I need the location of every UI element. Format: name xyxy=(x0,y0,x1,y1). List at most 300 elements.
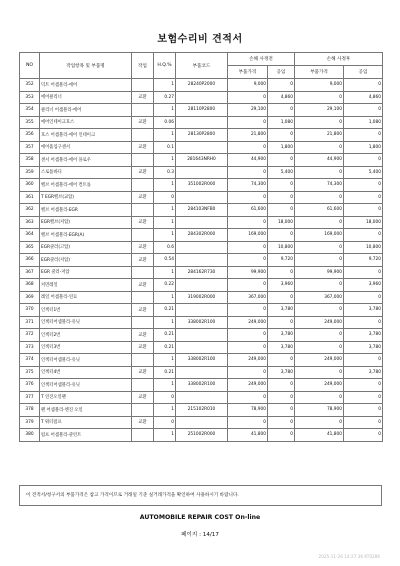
row-hq: 0.21 xyxy=(154,329,176,342)
table-row xyxy=(20,391,383,404)
row-hq: 1 xyxy=(154,354,176,367)
row-item: T EGR밸브(교압) xyxy=(40,191,132,204)
row-pre-labor: 10,800 xyxy=(268,241,295,254)
row-pre-parts-price: 0 xyxy=(228,216,268,229)
row-no: 355 xyxy=(20,116,40,129)
row-post-labor: 0 xyxy=(344,316,383,329)
row-item: T 연진오일팬 xyxy=(40,391,132,404)
row-post-parts-price: 0 xyxy=(295,304,344,317)
table-row xyxy=(20,216,383,229)
row-pre-parts-price: 0 xyxy=(228,116,268,129)
row-work xyxy=(132,354,154,367)
row-hq: 1 xyxy=(154,404,176,417)
row-pre-labor: 0 xyxy=(268,154,295,167)
row-post-labor: 10,800 xyxy=(344,241,383,254)
row-item: 에어인테이크호스 xyxy=(40,116,132,129)
row-no: 363 xyxy=(20,216,40,229)
row-pre-labor: 1,800 xyxy=(268,141,295,154)
row-pre-labor: 0 xyxy=(268,129,295,142)
row-pre-labor: 9,720 xyxy=(268,254,295,267)
row-code: 284103NFB0 xyxy=(176,204,228,217)
row-item: 덕트 어셈블리-에어 xyxy=(40,79,132,92)
row-no: 367 xyxy=(20,266,40,279)
row-item: 벨브 어셈블리-EGR xyxy=(40,204,132,217)
row-pre-parts-price: 0 xyxy=(228,279,268,292)
row-code: 319002R000 xyxy=(176,291,228,304)
row-pre-labor: 3,780 xyxy=(268,329,295,342)
row-post-parts-price: 249,000 xyxy=(295,379,344,392)
row-post-parts-price: 367,000 xyxy=(295,291,344,304)
row-post-parts-price: 0 xyxy=(295,341,344,354)
row-post-parts-price: 41,800 xyxy=(295,429,344,442)
row-post-labor: 3,780 xyxy=(344,329,383,342)
table-row xyxy=(20,116,383,129)
row-item: 커먼레일 xyxy=(40,279,132,292)
row-post-labor: 0 xyxy=(344,179,383,192)
row-no: 371 xyxy=(20,316,40,329)
table-row xyxy=(20,91,383,104)
row-no: 374 xyxy=(20,354,40,367)
row-post-labor: 4,860 xyxy=(344,91,383,104)
header-post-labor: 공임 xyxy=(344,66,383,79)
row-code xyxy=(176,216,228,229)
row-code xyxy=(176,416,228,429)
row-no: 366 xyxy=(20,254,40,267)
row-work xyxy=(132,204,154,217)
row-pre-labor: 3,960 xyxy=(268,279,295,292)
row-no: 352 xyxy=(20,79,40,92)
row-no: 359 xyxy=(20,166,40,179)
row-work: 교환 xyxy=(132,91,154,104)
row-item: 팬 어셈블리-엔진 오일 xyxy=(40,404,132,417)
row-work: 교환 xyxy=(132,329,154,342)
row-post-labor: 0 xyxy=(344,229,383,242)
row-work xyxy=(132,154,154,167)
row-post-parts-price: 0 xyxy=(295,391,344,404)
row-pre-parts-price: 0 xyxy=(228,141,268,154)
row-pre-parts-price: 249,000 xyxy=(228,316,268,329)
row-work xyxy=(132,379,154,392)
footer-title: AUTOMOBILE REPAIR COST On-line xyxy=(139,514,261,521)
table-row xyxy=(20,291,383,304)
row-code xyxy=(176,329,228,342)
table-row xyxy=(20,254,383,267)
row-pre-labor: 18,000 xyxy=(268,216,295,229)
row-pre-parts-price: 44,900 xyxy=(228,154,268,167)
row-pre-parts-price: 99,900 xyxy=(228,266,268,279)
document-title: 보험수리비 견적서 xyxy=(157,34,243,45)
row-work xyxy=(132,104,154,117)
table-row xyxy=(20,429,383,442)
row-pre-parts-price: 29,100 xyxy=(228,104,268,117)
row-work xyxy=(132,266,154,279)
row-no: 378 xyxy=(20,404,40,417)
row-post-parts-price: 0 xyxy=(295,141,344,154)
row-pre-parts-price: 0 xyxy=(228,391,268,404)
row-hq: 1 xyxy=(154,379,176,392)
row-no: 361 xyxy=(20,191,40,204)
row-pre-labor: 4,860 xyxy=(268,91,295,104)
table-row xyxy=(20,129,383,142)
row-no: 370 xyxy=(20,304,40,317)
row-post-labor: 0 xyxy=(344,354,383,367)
row-post-parts-price: 74,300 xyxy=(295,179,344,192)
row-no: 354 xyxy=(20,104,40,117)
row-pre-parts-price: 61,600 xyxy=(228,204,268,217)
table-row xyxy=(20,241,383,254)
row-post-parts-price: 249,000 xyxy=(295,354,344,367)
row-no: 377 xyxy=(20,391,40,404)
row-no: 362 xyxy=(20,204,40,217)
row-no: 364 xyxy=(20,229,40,242)
table-row xyxy=(20,404,383,417)
row-item: EGR 쿨러-저압 xyxy=(40,266,132,279)
table-row xyxy=(20,354,383,367)
row-pre-parts-price: 0 xyxy=(228,254,268,267)
row-pre-labor: 3,780 xyxy=(268,304,295,317)
row-pre-labor: 0 xyxy=(268,429,295,442)
row-pre-parts-price: 21,800 xyxy=(228,129,268,142)
row-pre-parts-price: 0 xyxy=(228,329,268,342)
row-pre-parts-price: 0 xyxy=(228,341,268,354)
row-pre-labor: 0 xyxy=(268,316,295,329)
row-code xyxy=(176,366,228,379)
row-code xyxy=(176,279,228,292)
row-post-parts-price: 0 xyxy=(295,254,344,267)
estimate-rows xyxy=(20,79,383,442)
row-pre-labor: 3,780 xyxy=(268,366,295,379)
table-row xyxy=(20,104,383,117)
print-timestamp: 2025-11-26 14:27:36 KT0286 xyxy=(318,554,380,559)
table-row xyxy=(20,179,383,192)
row-post-labor: 0 xyxy=(344,429,383,442)
row-post-parts-price: 44,900 xyxy=(295,154,344,167)
row-post-labor: 0 xyxy=(344,154,383,167)
row-hq: 0.21 xyxy=(154,366,176,379)
row-post-parts-price: 0 xyxy=(295,166,344,179)
row-pre-parts-price: 0 xyxy=(228,241,268,254)
row-post-labor: 0 xyxy=(344,104,383,117)
row-post-parts-price: 249,000 xyxy=(295,316,344,329)
row-work: 교환 xyxy=(132,241,154,254)
row-code: 338002R100 xyxy=(176,354,228,367)
row-post-labor: 1,080 xyxy=(344,116,383,129)
row-post-labor: 0 xyxy=(344,204,383,217)
row-pre-labor: 0 xyxy=(268,104,295,117)
row-work xyxy=(132,229,154,242)
row-no: 376 xyxy=(20,379,40,392)
row-pre-labor: 0 xyxy=(268,291,295,304)
row-no: 372 xyxy=(20,329,40,342)
row-item: 인젝터2번 xyxy=(40,329,132,342)
row-hq: 1 xyxy=(154,291,176,304)
row-no: 373 xyxy=(20,341,40,354)
row-hq: 0.06 xyxy=(154,116,176,129)
row-pre-parts-price: 0 xyxy=(228,366,268,379)
header-item: 작업항목 및 부품명 xyxy=(40,53,132,79)
row-pre-labor: 0 xyxy=(268,179,295,192)
row-post-labor: 18,000 xyxy=(344,216,383,229)
header-pre-group: 손해 사정전 xyxy=(228,53,295,66)
table-row xyxy=(20,416,383,429)
row-work xyxy=(132,404,154,417)
table-row xyxy=(20,379,383,392)
row-item: 에어흡입구센서 xyxy=(40,141,132,154)
row-post-labor: 0 xyxy=(344,129,383,142)
row-work: 교환 xyxy=(132,216,154,229)
row-hq: 0.1 xyxy=(154,141,176,154)
table-row xyxy=(20,141,383,154)
row-post-parts-price: 0 xyxy=(295,279,344,292)
price-notice: 이 견적서/청구서의 부품가격은 참고 가격이므로 거래일 기준 실거래가격을 확인하여 사용하시기 바랍니다. xyxy=(19,485,382,506)
row-post-parts-price: 0 xyxy=(295,191,344,204)
row-hq: 1 xyxy=(154,204,176,217)
page-number: 페이지 : 14/17 xyxy=(181,532,219,538)
row-code xyxy=(176,391,228,404)
row-hq: 1 xyxy=(154,429,176,442)
row-post-labor: 0 xyxy=(344,266,383,279)
row-item: EGR쿨러(저압) xyxy=(40,254,132,267)
row-pre-labor: 0 xyxy=(268,404,295,417)
row-no: 380 xyxy=(20,429,40,442)
row-code xyxy=(176,91,228,104)
row-pre-labor: 1,080 xyxy=(268,116,295,129)
table-row xyxy=(20,279,383,292)
header-code: 부품코드 xyxy=(176,53,228,79)
row-post-labor: 0 xyxy=(344,191,383,204)
row-item: 에어클리너 xyxy=(40,91,132,104)
row-work: 교환 xyxy=(132,366,154,379)
row-code: 215102R010 xyxy=(176,404,228,417)
row-hq: 1 xyxy=(154,316,176,329)
table-row xyxy=(20,166,383,179)
row-post-labor: 0 xyxy=(344,404,383,417)
row-post-parts-price: 0 xyxy=(295,416,344,429)
row-no: 357 xyxy=(20,141,40,154)
row-item: 인젝터3번 xyxy=(40,341,132,354)
row-post-parts-price: 0 xyxy=(295,216,344,229)
row-pre-parts-price: 0 xyxy=(228,304,268,317)
row-item: 인젝터어셈블리-유닛 xyxy=(40,316,132,329)
row-post-parts-price: 0 xyxy=(295,116,344,129)
row-code: 284302R000 xyxy=(176,229,228,242)
row-pre-labor: 0 xyxy=(268,354,295,367)
row-no: 358 xyxy=(20,154,40,167)
row-work xyxy=(132,429,154,442)
row-post-labor: 0 xyxy=(344,79,383,92)
row-code xyxy=(176,141,228,154)
row-post-labor: 3,780 xyxy=(344,304,383,317)
header-work: 작업 xyxy=(132,53,154,79)
row-hq: 0 xyxy=(154,191,176,204)
row-code: 28130P2800 xyxy=(176,129,228,142)
row-item: 레일 어셈블리-연료 xyxy=(40,291,132,304)
row-pre-labor: 0 xyxy=(268,229,295,242)
row-post-parts-price: 0 xyxy=(295,91,344,104)
row-work: 교환 xyxy=(132,166,154,179)
header-hq: H.Q.% xyxy=(154,53,176,79)
row-code: 28240P2000 xyxy=(176,79,228,92)
table-row xyxy=(20,266,383,279)
row-post-labor: 0 xyxy=(344,379,383,392)
row-pre-labor: 0 xyxy=(268,79,295,92)
row-work: 교환 xyxy=(132,191,154,204)
row-no: 353 xyxy=(20,91,40,104)
row-post-parts-price: 0 xyxy=(295,241,344,254)
row-code: 284162R730 xyxy=(176,266,228,279)
row-code: 338002R100 xyxy=(176,379,228,392)
table-row xyxy=(20,204,383,217)
row-work: 교환 xyxy=(132,116,154,129)
row-no: 369 xyxy=(20,291,40,304)
row-pre-parts-price: 41,800 xyxy=(228,429,268,442)
row-post-labor: 9,720 xyxy=(344,254,383,267)
row-code xyxy=(176,166,228,179)
row-code xyxy=(176,116,228,129)
row-code xyxy=(176,341,228,354)
row-work: 교환 xyxy=(132,391,154,404)
row-item: 벨브 어셈블리-에어 컨트롤 xyxy=(40,179,132,192)
row-code xyxy=(176,254,228,267)
row-pre-parts-price: 249,000 xyxy=(228,354,268,367)
row-pre-labor: 0 xyxy=(268,191,295,204)
row-post-parts-price: 21,800 xyxy=(295,129,344,142)
row-item: 인젝터4번 xyxy=(40,366,132,379)
header-no: NO xyxy=(20,53,40,79)
row-item: 인젝터어셈블리-유닛 xyxy=(40,354,132,367)
row-work: 교환 xyxy=(132,416,154,429)
row-hq: 0 xyxy=(154,416,176,429)
row-post-parts-price: 9,000 xyxy=(295,79,344,92)
row-hq: 1 xyxy=(154,179,176,192)
row-post-parts-price: 61,600 xyxy=(295,204,344,217)
row-pre-labor: 5,400 xyxy=(268,166,295,179)
row-hq: 1 xyxy=(154,104,176,117)
row-no: 356 xyxy=(20,129,40,142)
row-pre-parts-price: 0 xyxy=(228,416,268,429)
row-pre-labor: 0 xyxy=(268,391,295,404)
row-code: 251002R000 xyxy=(176,429,228,442)
row-pre-labor: 0 xyxy=(268,204,295,217)
table-row xyxy=(20,341,383,354)
row-hq: 0.3 xyxy=(154,166,176,179)
row-pre-parts-price: 78,900 xyxy=(228,404,268,417)
table-row xyxy=(20,154,383,167)
row-post-parts-price: 29,100 xyxy=(295,104,344,117)
row-code: 28110P2800 xyxy=(176,104,228,117)
row-post-labor: 0 xyxy=(344,391,383,404)
row-pre-parts-price: 0 xyxy=(228,191,268,204)
row-hq: 1 xyxy=(154,79,176,92)
row-hq: 0.6 xyxy=(154,241,176,254)
row-hq: 0.54 xyxy=(154,254,176,267)
row-code: 338002R100 xyxy=(176,316,228,329)
row-no: 375 xyxy=(20,366,40,379)
row-post-labor: 3,780 xyxy=(344,366,383,379)
table-row xyxy=(20,304,383,317)
table-row xyxy=(20,191,383,204)
row-hq: 0.22 xyxy=(154,279,176,292)
row-post-labor: 0 xyxy=(344,291,383,304)
header-post-group: 손해 사정후 xyxy=(295,53,383,66)
row-item: 스로틀바디 xyxy=(40,166,132,179)
row-hq: 0.21 xyxy=(154,341,176,354)
row-post-parts-price: 169,000 xyxy=(295,229,344,242)
row-item: EGR쿨러(고압) xyxy=(40,241,132,254)
row-item: 센서 어셈블리-에어 플로우 xyxy=(40,154,132,167)
table-row xyxy=(20,229,383,242)
row-hq: 1 xyxy=(154,229,176,242)
row-hq: 1 xyxy=(154,129,176,142)
row-code: 281643NRH0 xyxy=(176,154,228,167)
row-post-parts-price: 78,900 xyxy=(295,404,344,417)
row-no: 368 xyxy=(20,279,40,292)
row-work: 교환 xyxy=(132,254,154,267)
row-pre-parts-price: 0 xyxy=(228,166,268,179)
row-work xyxy=(132,316,154,329)
row-work: 교환 xyxy=(132,141,154,154)
row-post-labor: 0 xyxy=(344,416,383,429)
row-hq: 0 xyxy=(154,391,176,404)
row-hq: 1 xyxy=(154,216,176,229)
row-no: 365 xyxy=(20,241,40,254)
estimate-table xyxy=(19,52,383,442)
row-work xyxy=(132,291,154,304)
row-post-labor: 5,400 xyxy=(344,166,383,179)
row-item: EGR밸브(저압) xyxy=(40,216,132,229)
row-pre-parts-price: 0 xyxy=(228,91,268,104)
header-pre-labor: 공임 xyxy=(268,66,295,79)
row-work xyxy=(132,79,154,92)
row-hq: 0.27 xyxy=(154,91,176,104)
row-code xyxy=(176,191,228,204)
table-row xyxy=(20,316,383,329)
header-post-parts-price: 부품가격 xyxy=(295,66,344,79)
row-code xyxy=(176,241,228,254)
table-row xyxy=(20,79,383,92)
row-code xyxy=(176,304,228,317)
row-post-parts-price: 0 xyxy=(295,366,344,379)
row-item: T 워터펌프 xyxy=(40,416,132,429)
row-pre-parts-price: 9,000 xyxy=(228,79,268,92)
row-item: 펌프 어셈블리-쿨런트 xyxy=(40,429,132,442)
row-post-labor: 1,800 xyxy=(344,141,383,154)
row-item: 클리너 어셈블리-에어 xyxy=(40,104,132,117)
header-pre-parts-price: 부품가격 xyxy=(228,66,268,79)
row-item: 인젝터어셈블리-유닛 xyxy=(40,379,132,392)
row-pre-parts-price: 249,000 xyxy=(228,379,268,392)
row-item: 인젝터1번 xyxy=(40,304,132,317)
row-post-labor: 3,960 xyxy=(344,279,383,292)
row-pre-parts-price: 169,000 xyxy=(228,229,268,242)
row-work xyxy=(132,179,154,192)
row-no: 360 xyxy=(20,179,40,192)
row-post-parts-price: 0 xyxy=(295,329,344,342)
row-work: 교환 xyxy=(132,341,154,354)
table-row xyxy=(20,366,383,379)
row-item: 벨브 어셈블리-EGR(A) xyxy=(40,229,132,242)
row-work: 교환 xyxy=(132,279,154,292)
row-item: 호스 어셈블리-에어 인테이크 xyxy=(40,129,132,142)
row-hq: 1 xyxy=(154,154,176,167)
row-no: 379 xyxy=(20,416,40,429)
table-row xyxy=(20,329,383,342)
row-work: 교환 xyxy=(132,304,154,317)
row-work xyxy=(132,129,154,142)
row-pre-parts-price: 74,300 xyxy=(228,179,268,192)
row-pre-parts-price: 367,000 xyxy=(228,291,268,304)
row-pre-labor: 0 xyxy=(268,416,295,429)
